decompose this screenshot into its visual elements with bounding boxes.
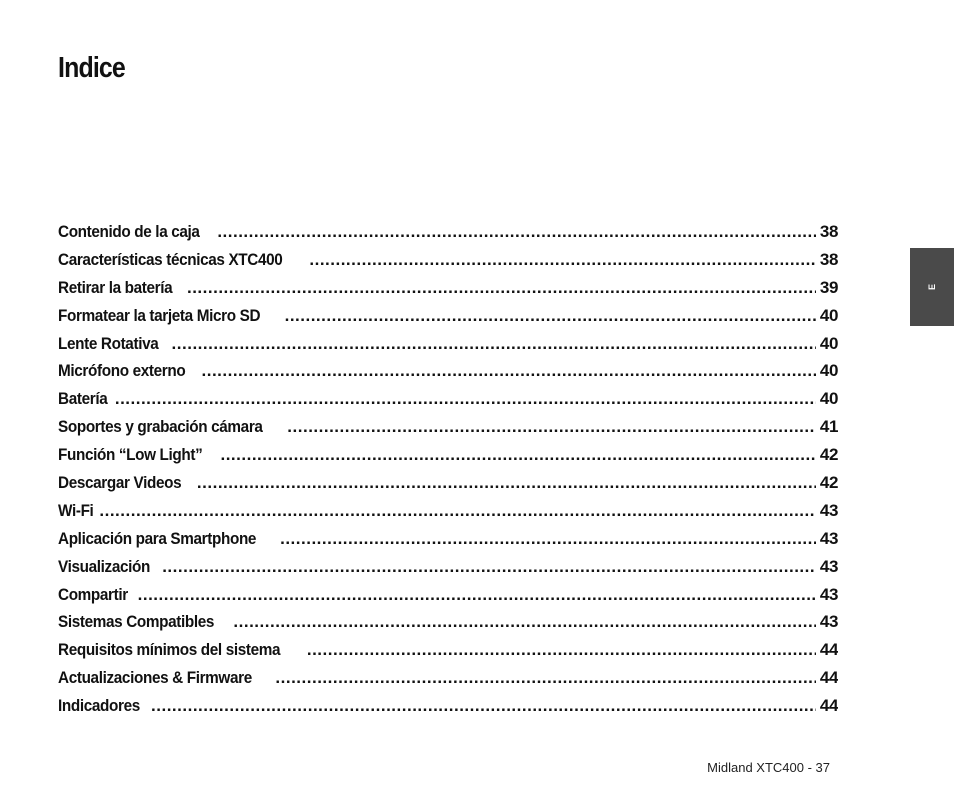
toc-entry-visualizacion[interactable] bbox=[58, 553, 838, 581]
toc-entry-label: Visualización bbox=[58, 556, 150, 576]
toc-entry-compartir[interactable] bbox=[58, 581, 838, 609]
toc-dot-leader bbox=[220, 441, 815, 469]
toc-entry-label: Formatear la tarjeta Micro SD bbox=[58, 305, 261, 325]
toc-entry-page: 39 bbox=[819, 277, 838, 297]
toc-entry-page: 43 bbox=[819, 500, 838, 520]
toc-entry-page: 38 bbox=[819, 222, 838, 241]
toc-entry-descargar[interactable] bbox=[58, 469, 838, 497]
toc-entry-formatear[interactable] bbox=[58, 302, 838, 330]
toc-dot-leader bbox=[172, 330, 816, 358]
toc-entry-label: Características técnicas XTC400 bbox=[58, 249, 283, 269]
toc-dot-leader bbox=[197, 469, 816, 497]
toc-dot-leader bbox=[151, 692, 816, 720]
toc-entry-page: 44 bbox=[819, 668, 838, 688]
toc-entry-requisitos[interactable] bbox=[58, 636, 838, 664]
toc-dot-leader bbox=[187, 274, 816, 302]
toc-entry-indicadores[interactable] bbox=[58, 692, 838, 720]
toc-dot-leader bbox=[280, 525, 816, 553]
toc-dot-leader bbox=[287, 413, 816, 441]
table-of-contents bbox=[58, 218, 838, 720]
toc-entry-contenido[interactable] bbox=[58, 218, 838, 246]
toc-entry-label: Soportes y grabación cámara bbox=[58, 417, 263, 437]
toc-dot-leader bbox=[307, 636, 816, 664]
toc-entry-low-light[interactable] bbox=[58, 441, 838, 469]
toc-entry-label: Sistemas Compatibles bbox=[58, 612, 215, 632]
toc-dot-leader bbox=[115, 385, 816, 413]
language-tab-label: E bbox=[926, 283, 937, 291]
toc-entry-label: Micrófono externo bbox=[58, 361, 186, 381]
toc-dot-leader bbox=[162, 553, 816, 581]
toc-entry-label: Indicadores bbox=[58, 696, 140, 716]
toc-entry-aplicacion[interactable] bbox=[58, 525, 838, 553]
toc-dot-leader bbox=[138, 581, 816, 609]
toc-entry-label: Wi-Fi bbox=[58, 500, 94, 520]
toc-dot-leader bbox=[275, 664, 815, 692]
toc-entry-label: Compartir bbox=[58, 584, 128, 604]
toc-entry-page: 40 bbox=[819, 305, 838, 325]
toc-entry-page: 43 bbox=[819, 584, 838, 604]
toc-entry-page: 40 bbox=[819, 389, 838, 409]
toc-entry-page: 44 bbox=[819, 640, 838, 660]
toc-entry-label: Función “Low Light” bbox=[58, 445, 203, 465]
toc-entry-actualizaciones[interactable] bbox=[58, 664, 838, 692]
toc-entry-microfono[interactable] bbox=[58, 357, 838, 385]
toc-entry-page: 38 bbox=[819, 249, 838, 269]
toc-dot-leader bbox=[99, 497, 816, 525]
toc-entry-caracteristicas[interactable] bbox=[58, 246, 838, 274]
toc-entry-label: Retirar la batería bbox=[58, 277, 173, 297]
toc-entry-page: 43 bbox=[819, 528, 838, 548]
toc-entry-label: Contenido de la caja bbox=[58, 222, 200, 241]
toc-entry-page: 43 bbox=[819, 612, 838, 632]
page-footer: Midland XTC400 - 37 bbox=[707, 760, 830, 775]
toc-entry-soportes[interactable] bbox=[58, 413, 838, 441]
toc-entry-page: 40 bbox=[819, 333, 838, 353]
toc-entry-sistemas[interactable] bbox=[58, 608, 838, 636]
toc-entry-page: 42 bbox=[819, 473, 838, 493]
toc-entry-label: Descargar Videos bbox=[58, 473, 182, 493]
page-title: Indice bbox=[58, 52, 125, 84]
toc-entry-label: Lente Rotativa bbox=[58, 333, 159, 353]
toc-dot-leader bbox=[309, 246, 816, 274]
toc-entry-page: 44 bbox=[819, 696, 838, 716]
toc-entry-label: Requisitos mínimos del sistema bbox=[58, 640, 281, 660]
toc-entry-page: 40 bbox=[819, 361, 838, 381]
toc-entry-label: Aplicación para Smartphone bbox=[58, 528, 257, 548]
toc-dot-leader bbox=[233, 608, 815, 636]
toc-entry-page: 43 bbox=[819, 556, 838, 576]
toc-entry-page: 41 bbox=[819, 417, 838, 437]
toc-entry-label: Actualizaciones & Firmware bbox=[58, 668, 252, 688]
toc-entry-wifi[interactable] bbox=[58, 497, 838, 525]
toc-entry-lente[interactable] bbox=[58, 330, 838, 358]
toc-entry-retirar-bateria[interactable] bbox=[58, 274, 838, 302]
toc-entry-bateria[interactable] bbox=[58, 385, 838, 413]
toc-entry-page: 42 bbox=[819, 445, 838, 465]
language-tab bbox=[910, 248, 954, 326]
toc-dot-leader bbox=[202, 357, 816, 385]
toc-dot-leader bbox=[217, 218, 816, 246]
toc-entry-label: Batería bbox=[58, 389, 108, 409]
toc-dot-leader bbox=[285, 302, 816, 330]
